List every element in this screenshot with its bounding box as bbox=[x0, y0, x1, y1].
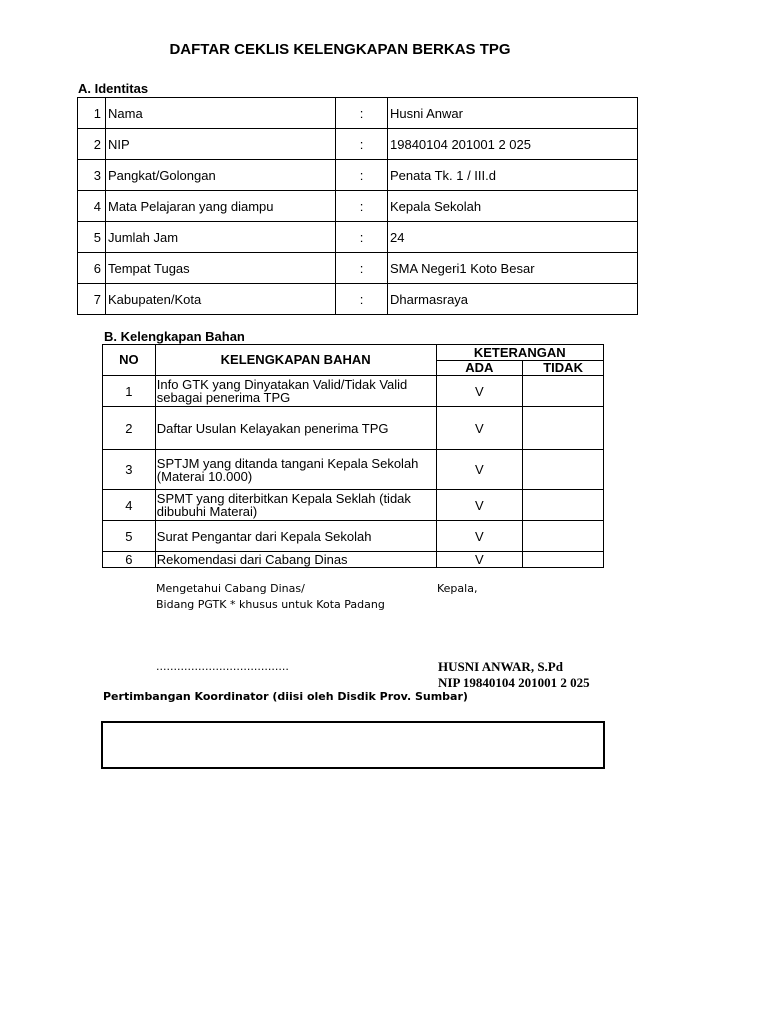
signature-left-placeholder: ...................................... bbox=[156, 660, 289, 673]
kelengkapan-row bbox=[103, 450, 604, 490]
header-tidak: TIDAK bbox=[523, 361, 604, 376]
section-b-heading: B. Kelengkapan Bahan bbox=[104, 329, 245, 344]
item-description bbox=[155, 376, 436, 407]
ada-mark: V bbox=[436, 552, 523, 568]
signature-left-line2: Bidang PGTK * khusus untuk Kota Padang bbox=[156, 598, 385, 611]
kelengkapan-row bbox=[103, 490, 604, 521]
coordinator-note-box[interactable] bbox=[101, 721, 605, 769]
identity-value: Dharmasraya bbox=[388, 284, 638, 315]
identity-row bbox=[78, 160, 638, 191]
item-line: Daftar Usulan Kelayakan penerima TPG bbox=[156, 420, 389, 436]
item-description bbox=[155, 552, 436, 568]
tidak-mark bbox=[523, 490, 604, 521]
item-description bbox=[155, 490, 436, 521]
header-ada: ADA bbox=[436, 361, 523, 376]
signature-left-line1: Mengetahui Cabang Dinas/ bbox=[156, 582, 305, 595]
item-description bbox=[155, 521, 436, 552]
identity-label: Tempat Tugas bbox=[106, 253, 336, 284]
signature-right-nip: NIP 19840104 201001 2 025 bbox=[438, 675, 590, 690]
tidak-mark bbox=[523, 521, 604, 552]
identity-value: Husni Anwar bbox=[388, 98, 638, 129]
item-description bbox=[155, 407, 436, 450]
identity-colon: : bbox=[336, 191, 388, 222]
identity-no: 5 bbox=[78, 222, 106, 253]
identity-no: 2 bbox=[78, 129, 106, 160]
header-keterangan: KETERANGAN bbox=[436, 345, 604, 361]
identity-row bbox=[78, 98, 638, 129]
identity-value: Kepala Sekolah bbox=[388, 191, 638, 222]
item-line: SPTJM yang ditanda tangani Kepala Sekolah bbox=[156, 455, 419, 471]
ada-mark: V bbox=[436, 407, 523, 450]
page-title: DAFTAR CEKLIS KELENGKAPAN BERKAS TPG bbox=[169, 41, 511, 58]
item-line: Surat Pengantar dari Kepala Sekolah bbox=[156, 528, 372, 544]
item-description bbox=[155, 450, 436, 490]
identity-no: 4 bbox=[78, 191, 106, 222]
identity-no: 6 bbox=[78, 253, 106, 284]
section-a-heading: A. Identitas bbox=[78, 81, 149, 96]
identity-label: Pangkat/Golongan bbox=[106, 160, 336, 191]
kelengkapan-row bbox=[103, 407, 604, 450]
identity-row bbox=[78, 253, 638, 284]
identity-value: SMA Negeri1 Koto Besar bbox=[388, 253, 638, 284]
identity-no: 3 bbox=[78, 160, 106, 191]
identity-no: 1 bbox=[78, 98, 106, 129]
item-line: Rekomendasi dari Cabang Dinas bbox=[156, 552, 348, 567]
identity-label: Jumlah Jam bbox=[106, 222, 336, 253]
item-no: 6 bbox=[103, 552, 156, 568]
signature-right-label: Kepala, bbox=[437, 582, 478, 595]
kelengkapan-table bbox=[102, 344, 604, 568]
kelengkapan-row bbox=[103, 376, 604, 407]
ada-mark: V bbox=[436, 376, 523, 407]
item-line: sebagai penerima TPG bbox=[156, 390, 291, 405]
ada-mark: V bbox=[436, 521, 523, 552]
identity-row bbox=[78, 129, 638, 160]
header-item: KELENGKAPAN BAHAN bbox=[155, 345, 436, 376]
tidak-mark bbox=[523, 552, 604, 568]
ada-mark: V bbox=[436, 450, 523, 490]
identity-colon: : bbox=[336, 253, 388, 284]
coordinator-note-label: Pertimbangan Koordinator (diisi oleh Disdik Prov. Sumbar) bbox=[103, 690, 468, 703]
identity-colon: : bbox=[336, 160, 388, 191]
header-no: NO bbox=[103, 345, 156, 376]
identity-label: Kabupaten/Kota bbox=[106, 284, 336, 315]
tidak-mark bbox=[523, 376, 604, 407]
identity-table bbox=[77, 97, 638, 315]
ada-mark: V bbox=[436, 490, 523, 521]
item-line: (Materai 10.000) bbox=[156, 468, 253, 484]
identity-colon: : bbox=[336, 284, 388, 315]
identity-row bbox=[78, 191, 638, 222]
item-no: 5 bbox=[103, 521, 156, 552]
tidak-mark bbox=[523, 407, 604, 450]
signature-right-name: HUSNI ANWAR, S.Pd bbox=[438, 659, 563, 674]
item-no: 3 bbox=[103, 450, 156, 490]
identity-colon: : bbox=[336, 222, 388, 253]
identity-label: Mata Pelajaran yang diampu bbox=[106, 191, 336, 222]
identity-value: Penata Tk. 1 / III.d bbox=[388, 160, 638, 191]
identity-value: 19840104 201001 2 025 bbox=[388, 129, 638, 160]
identity-label: Nama bbox=[106, 98, 336, 129]
kelengkapan-row bbox=[103, 521, 604, 552]
identity-value: 24 bbox=[388, 222, 638, 253]
identity-colon: : bbox=[336, 98, 388, 129]
identity-colon: : bbox=[336, 129, 388, 160]
identity-no: 7 bbox=[78, 284, 106, 315]
kelengkapan-row bbox=[103, 552, 604, 568]
item-no: 4 bbox=[103, 490, 156, 521]
item-no: 1 bbox=[103, 376, 156, 407]
item-line: Info GTK yang Dinyatakan Valid/Tidak Valid bbox=[156, 377, 408, 392]
tidak-mark bbox=[523, 450, 604, 490]
identity-row bbox=[78, 284, 638, 315]
item-line: SPMT yang diterbitkan Kepala Seklah (tidak bbox=[156, 491, 411, 506]
item-line: dibubuhi Materai) bbox=[156, 504, 258, 519]
identity-row bbox=[78, 222, 638, 253]
identity-label: NIP bbox=[106, 129, 336, 160]
item-no: 2 bbox=[103, 407, 156, 450]
